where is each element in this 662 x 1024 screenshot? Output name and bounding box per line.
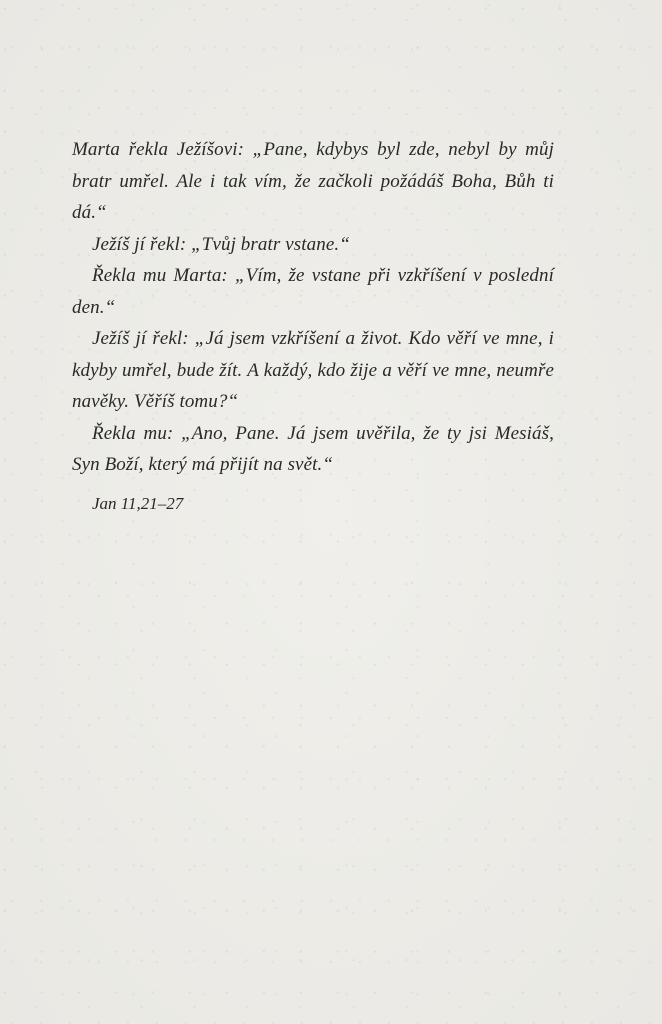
bible-reference: Jan 11,21–27 bbox=[92, 493, 184, 513]
passage-paragraph: Řekla mu: „Ano, Pane. Já jsem uvěřila, že ty jsi Mesiáš, Syn Boží, který má přijít na svět.“ bbox=[72, 422, 554, 475]
passage-paragraph: Řekla mu Marta: „Vím, že vstane při vzkříšení v poslední den.“ bbox=[72, 265, 554, 318]
book-page bbox=[72, 134, 554, 517]
passage-paragraph: Ježíš jí řekl: „Tvůj bratr vstane.“ bbox=[92, 233, 350, 255]
scripture-passage bbox=[72, 134, 554, 481]
passage-paragraph: Ježíš jí řekl: „Já jsem vzkříšení a život. Kdo věří ve mne, i kdyby umřel, bude žít. A každý, kdo žije a věří ve mne, neumře navěky. Věříš tomu?“ bbox=[72, 328, 554, 412]
passage-paragraph: Marta řekla Ježíšovi: „Pane, kdybys byl zde, nebyl by můj bratr umřel. Ale i tak vím, že začkoli požádáš Boha, Bůh ti dá.“ bbox=[72, 139, 554, 223]
